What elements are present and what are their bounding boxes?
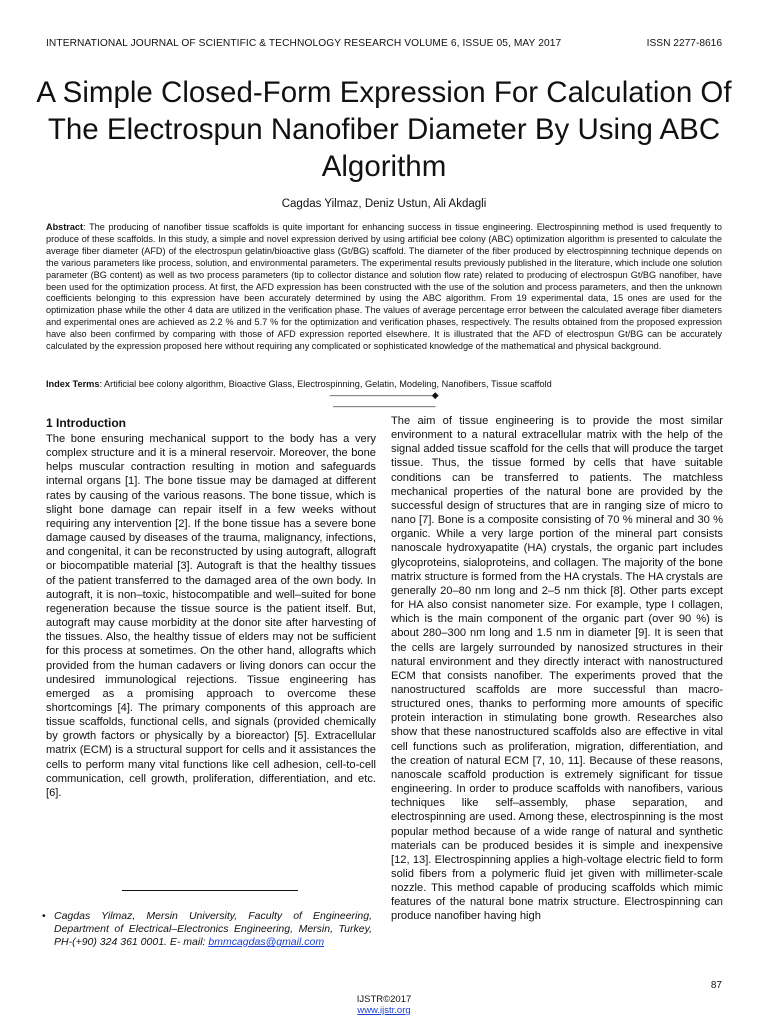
- footnote-text: Cagdas Yilmaz, Mersin University, Faculty of Engineering, Department of Electrical–Electronics Engineering, Mersin, Turkey, PH-(+90) 324 361 0001. E- mail:: [54, 910, 372, 948]
- left-column: [46, 432, 376, 800]
- paper-title: A Simple Closed-Form Expression For Calculation Of The Electrospun Nanofiber Diameter By Using ABC Algorithm: [36, 76, 732, 183]
- author-email-link[interactable]: bmmcagdas@gmail.com: [208, 936, 325, 948]
- copyright-notice: IJSTR©2017: [356, 994, 412, 1005]
- page-footer: [0, 994, 768, 1016]
- section-separator: ————————————◆————————————: [329, 390, 439, 411]
- index-terms-text: : Artificial bee colony algorithm, Bioactive Glass, Electrospinning, Gelatin, Modeling, Nanofibers, Tissue scaffold: [99, 379, 552, 389]
- section-heading-introduction: 1 Introduction: [46, 416, 126, 430]
- introduction-paragraph-left: The bone ensuring mechanical support to the body has a very complex structure and it is a mineral reservoir. Moreover, the bone helps muscular contraction resulting in motion and safeguards internal organs [1]. The bone tissue may be damaged at different rates by causing of the various reasons. The bone tissue, which is slight bone damage can repair itself in a few weeks without requiring any intervention [2]. If the bone tissue has a severe bone damage caused by diseases of the trauma, malignancy, infections, and congenital, it can be reconstructed by using autograft, allograft or biocompatible material [3]. Autograft is that the healthy tissues of the patient transferred to the damaged area of the own body. In autograft, it is non–toxic, histocompatible and well–suited for bone regeneration because the tissue source is the patient itself. But, autograft may cause morbidity at the donor site after harvesting of the tissues. Also, the healthy tissue of elders may not be sufficient for this process at sometimes. On the other hand, allografts which provided from the human cadavers or living donors can occur the undesired immunological rejections. Tissue engineering has emerged as a promising approach to overcome these shortcomings [4]. The primary components of this approach are tissue scaffolds, functional cells, and signals (provided chemically by growth factors or physically by a bioreactor) [5]. Extracellular matrix (ECM) is a structural support for cells and it assistances the cells to perform many vital functions like cell adhesion, cell-to-cell communication, cell growth, proliferation, differentiation, and etc. [6].: [46, 433, 376, 799]
- footnote-divider: [122, 890, 298, 891]
- journal-header: INTERNATIONAL JOURNAL OF SCIENTIFIC & TECHNOLOGY RESEARCH VOLUME 6, ISSUE 05, MAY 2017: [46, 38, 562, 49]
- author-footnote: [42, 910, 372, 949]
- author-list: Cagdas Yilmaz, Deniz Ustun, Ali Akdagli: [281, 198, 487, 210]
- introduction-paragraph-right: The aim of tissue engineering is to provide the most similar environment to a natural extracellular matrix with the help of the signal added tissue scaffold for the cells that will produce the target tissue. Thus, the tissue formed by cells that have suitable conditions can be transferred to patients. The matchless mechanical properties of the natural bone are provided by the successful design of structures that are in ranging size of micro to nano [7]. Bone is a composite consisting of 70 % mineral and 30 % organic. While a very large portion of the mineral part consists nanoscale hydroxyapatite (HA) crystals, the organic part includes glycoproteins, sialoproteins, and collagen. The majority of the bone matrix structure is formed from the HA crystals. The HA crystals are generally 20–80 nm long and 2–5 nm thick [8]. Other parts except for HA also consist nanometer size. For example, type I collagen, which is the main component of the organic part (over 90 %) is about 280–300 nm long and 1.5 nm in diameter [9]. It is seen that the cells are largely surrounded by nanosized structures in their natural environment and they directly interact with nanostructured ECM that consists nanofiber. The experiments proved that the nanostructured scaffolds are more successful than macro-structured ones, thanks to performing more amounts of specific protein interaction in stimulating bone growth. Researches also show that these nanostructured scaffolds also are effective in vital cell functions such as proliferation, migration, differentiation, and the creation of natural ECM [7, 10, 11]. Because of these reasons, nanoscale scaffold production is extremely significant for tissue engineering. In order to produce scaffolds with nanofibers, various techniques like self–assembly, phase separation, and electrospinning are used. Among these, electrospinning is the most popular method because of a wide range of natural and synthetic materials can be produced besides it is simple and inexpensive [12, 13]. Electrospinning applies a high-voltage electric field to form solid fibers from a polymeric fluid jet given with millimeter-scale nozzle. This method capable of producing scaffolds which mimic features of the natural bone matrix structure. Electrospinning can produce nanofiber having high: [391, 415, 723, 923]
- journal-website-link[interactable]: www.ijstr.org: [357, 1005, 411, 1016]
- issn-label: ISSN 2277-8616: [646, 38, 722, 49]
- page-number: 87: [710, 980, 722, 991]
- bullet-icon: •: [42, 910, 46, 922]
- abstract-label: Abstract: [46, 222, 84, 232]
- abstract-text: : The producing of nanofiber tissue scaffolds is quite important for enhancing success in tissue engineering. Electrospinning method is used frequently to produce of these scaffolds. In this study, a simple and novel expression derived by using artificial bee colony (ABC) optimization algorithm is presented to calculate the average fiber diameter (AFD) of the electrospun gelatin/bioactive glass (Gt/BG) scaffold. The diameter of the fiber produced by electrospinning technique depends on the various parameters like process, solution, and environmental parameters. The experimental results previously published in the literature, which include one solution parameter (BG content) as well as two process parameters (tip to collector distance and solution flow rate) related to producing of electrospun Gt/BG nanofiber, have been used for the optimization process. At first, the AFD expression has been constructed with the use of the solution and process parameters, and then the unknown coefficients belonging to this expression have been accurately determined by using the ABC algorithm. From 19 experimental data, 15 ones are used for the optimization phase while the other 4 data are utilized in the verification phase. The values of average percentage error between the calculated average fiber diameters and experimental ones are achieved as 2.2 % and 5.7 % for the optimization and verification phases, respectively. The results obtained from the proposed expression have also been confirmed by comparing with those of AFD expression reported elsewhere. It is illustrated that the AFD of electrospun Gt/BG can be accurately calculated by the expression proposed here without requiring any complicated or sophisticated knowledge of the mathematical and physical background.: [46, 222, 722, 352]
- index-terms: [46, 378, 722, 390]
- index-terms-label: Index Terms: [46, 379, 100, 389]
- right-column: [391, 414, 723, 924]
- abstract: [46, 222, 722, 353]
